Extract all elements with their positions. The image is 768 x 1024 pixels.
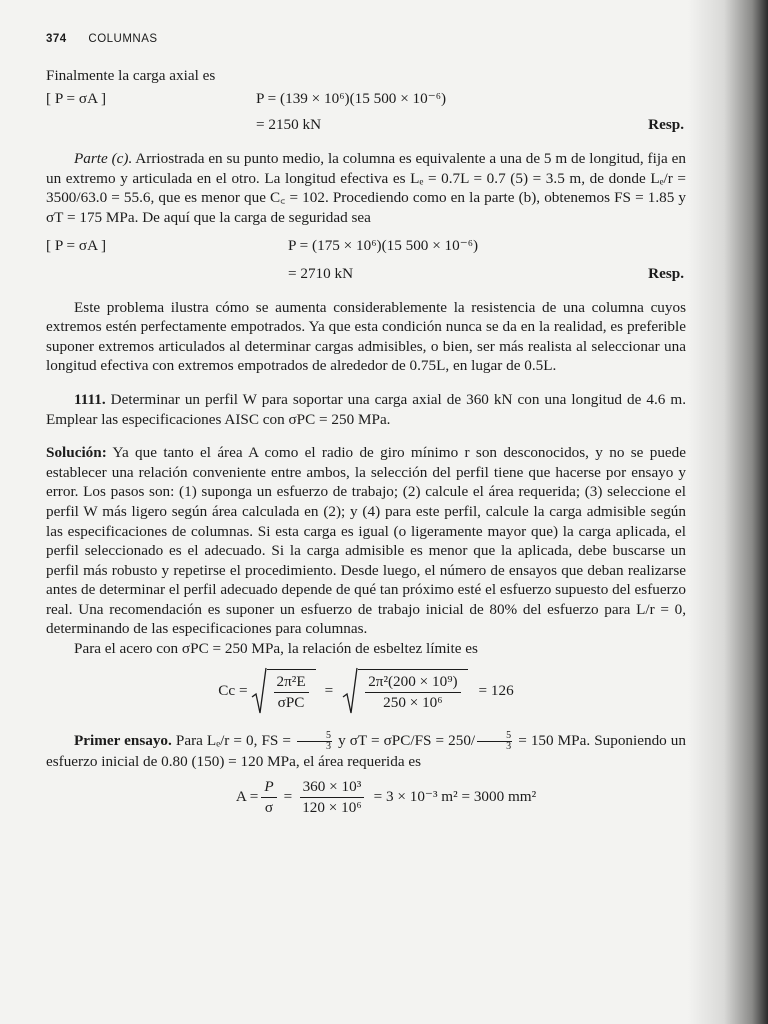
parte-c-paragraph	[46, 149, 686, 227]
cc-equals: =	[324, 681, 334, 699]
section-title: COLUMNAS	[88, 33, 158, 45]
equation-2-resp: Resp.	[648, 264, 684, 282]
area-formula: A = $\frac{P}{\sigma}$ = $\frac{\text{360 × 10³}}{\text{120 × 10⁶}}$ = 3 × 10⁻³ m² = 3000 mm²	[235, 778, 537, 816]
equation-1-resp: Resp.	[648, 116, 684, 134]
radical-sign-icon	[251, 667, 267, 715]
equation-1-result: = 2150 kN	[256, 116, 322, 134]
parte-c-label: Parte (c).	[74, 150, 133, 168]
steel-line: Para el acero con σPC = 250 MPa, la relación de esbeltez límite es	[74, 640, 478, 658]
equation-1-expression: P = (139 × 10⁶)(15 500 × 10⁻⁶)	[256, 90, 447, 108]
radical-sign-icon	[342, 667, 358, 715]
primer-ensayo-paragraph: Primer ensayo. Para Lₑ/r = 0, FS = $\frac{5}{3}$ y σT = σPC/FS = 250/ $\frac{5}{3}$ = 150 MPa. Suponiendo un esfuerzo inicial de 0.80 (150) = 120 MPa, el área requerida es	[46, 729, 686, 770]
equation-2-line-2	[46, 264, 686, 284]
solution-label: Solución:	[46, 444, 107, 462]
intro-line: Finalmente la carga axial es	[46, 66, 216, 84]
equation-2-line-1	[46, 236, 686, 256]
equation-1-line-1	[46, 89, 686, 109]
equation-2-bracket: [ P = σA ]	[46, 236, 107, 254]
page-binding-shadow	[688, 0, 768, 1024]
cc-fraction-2: $\frac{\text{2π²(200 × 10⁹)}}{\text{250 × 10⁶}}$	[365, 672, 460, 712]
problem-1111-paragraph	[46, 390, 686, 429]
solution-text: Ya que tanto el área A como el radio de giro mínimo r son desconocidos, y no se puede establecer una relación conveniente entre ambos, la selección del perfil tiene que hacerse por ensayo y error. Los pasos son: (1) suponga un esfuerzo de trabajo; (2) calcule el área requerida; (3) seleccione el perfil W más ligero según área calculada en (2); y (4) para este perfil, calcule la carga admisible según las especificaciones de columnas. Si esta carga es igual (o ligeramente mayor que) la carga aplicada, el perfil seleccionado es el adecuado. Si la carga admisible es menor que la aplicada, debe buscarse un perfil más robusto y repetirse el procedimiento. Desde luego, el número de ensayos que deban realizarse antes de determinar el perfil adecuado depende de qué tan próximo esté el esfuerzo supuesto del esfuerzo real. Una recomendación es suponer un esfuerzo de trabajo inicial de 80% del esfuerzo para L/r = 0, determinando de las especificaciones para columnas.	[46, 444, 686, 638]
running-header	[46, 30, 686, 50]
solution-paragraph	[46, 443, 686, 639]
problem-text: Determinar un perfil W para soportar una carga axial de 360 kN con una longitud de 4.6 m. Emplear las especificaciones AISC con σPC = 250 MPa.	[46, 390, 686, 428]
fs-fraction-2: $\frac{5}{3}$	[477, 731, 512, 752]
parte-c-text: Arriostrada en su punto medio, la columna es equivalente a una de 5 m de longitud, fija en un extremo y articulada en el otro. La longitud efectiva es Lₑ = 0.7L = 0.7 (5) = 3.5 m, de donde Lₑ/r = 3500/63.0 = 55.6, que es menor que C꜀ = 102. Procediendo como en la parte (b), obtenemos FS = 1.85 y σT = 175 MPa. De aquí que la carga de seguridad sea	[46, 150, 686, 226]
area-fraction: $\frac{\text{360 × 10³}}{\text{120 × 10⁶}}$	[299, 777, 364, 817]
cc-lhs: Cc =	[218, 681, 248, 699]
cc-result: = 126	[478, 681, 514, 699]
cc-formula	[46, 659, 686, 723]
equation-1-bracket: [ P = σA ]	[46, 90, 107, 108]
fs-fraction: $\frac{5}{3}$	[297, 731, 332, 752]
cc-fraction-1: $\frac{\text{2π²E}}{\text{σPC}}$	[274, 672, 309, 712]
page-content	[46, 30, 686, 823]
problem-number: 1111.	[74, 390, 106, 408]
area-result: = 3 × 10⁻³ m² = 3000 mm²	[373, 788, 537, 806]
area-p-over-sigma: $\frac{P}{\sigma}$	[261, 777, 276, 817]
area-lhs: A =	[235, 788, 259, 806]
primer-ensayo-label: Primer ensayo.	[74, 731, 172, 749]
equation-2-result: = 2710 kN	[288, 264, 354, 282]
sqrt-1	[251, 667, 316, 715]
sqrt-2	[342, 667, 467, 715]
page-number: 374	[46, 33, 67, 45]
illustration-paragraph: Este problema ilustra cómo se aumenta considerablemente la resistencia de una columna cuyos extremos estén perfectamente empotrados. Ya que esta condición nunca se da en la realidad, es preferible suponer extremos articulados al determinar cargas admisibles, o bien, ser más realista al seleccionar una longitud efectiva con extremos empotrados de alrededor de 0.75L, en lugar de 0.5L.	[46, 298, 686, 375]
equation-1-line-2	[46, 115, 686, 135]
equation-2-expression: P = (175 × 10⁶)(15 500 × 10⁻⁶)	[288, 236, 479, 254]
